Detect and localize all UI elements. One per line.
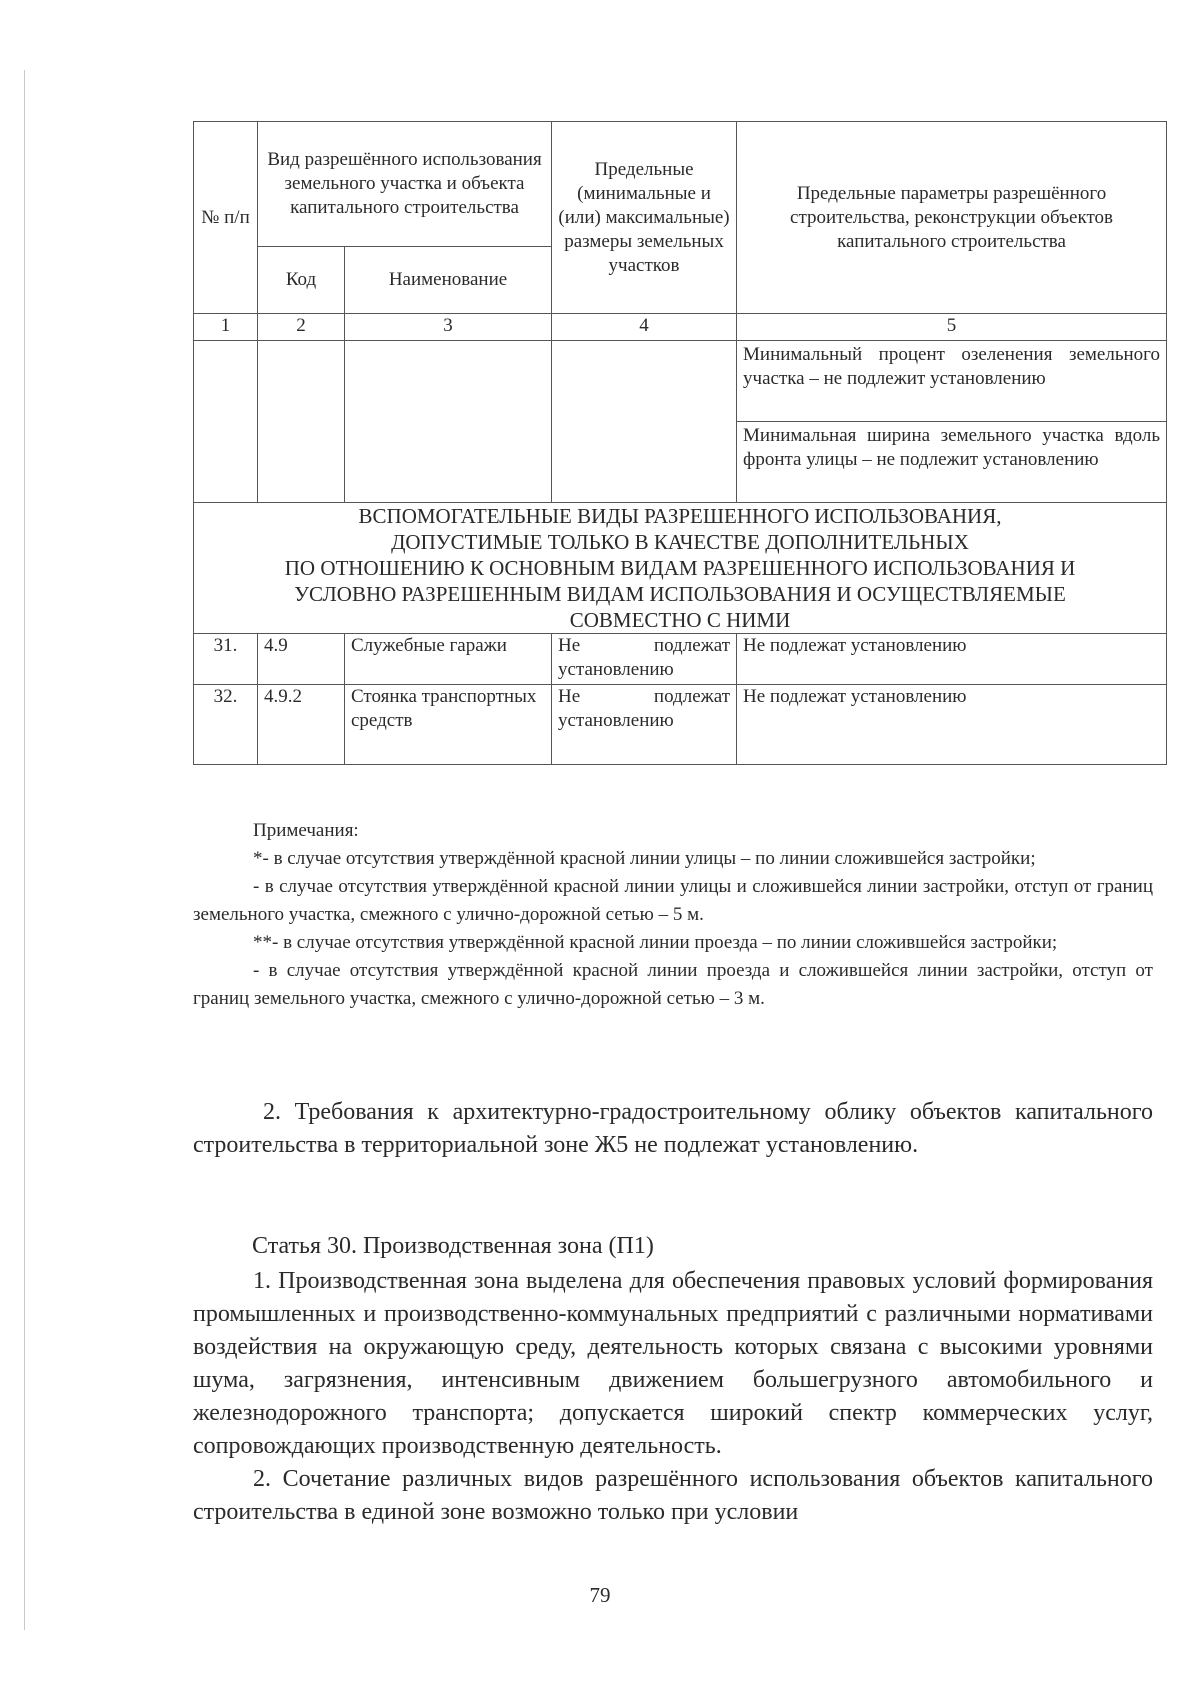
empty-cell	[194, 341, 258, 503]
page-number: 79	[589, 1583, 611, 1607]
column-number: 5	[737, 314, 1167, 341]
header-type-group: Вид разрешённого использования земельного участка и объекта капитального строительства	[258, 122, 552, 247]
article-title: Статья 30. Производственная зона (П1)	[252, 1233, 654, 1259]
section-header-row	[194, 503, 1167, 634]
row-sizes	[552, 685, 737, 765]
header-code: Код	[258, 247, 345, 314]
row-params: Не подлежат установлению	[737, 634, 1167, 685]
header-params: Предельные параметры разрешённого строительства, реконструкции объектов капитального строительства	[737, 122, 1167, 314]
row-code: 4.9.2	[258, 685, 345, 765]
param-green-percent: Минимальный процент озеленения земельного участка – не подлежит установлению	[737, 341, 1167, 422]
column-number: 4	[552, 314, 737, 341]
row-num: 32.	[194, 685, 258, 765]
article-body	[193, 1265, 1153, 1529]
header-plot-sizes: Предельные (минимальные и (или) максимальные) размеры земельных участков	[552, 122, 737, 314]
row-sizes-line: Не подлежат	[558, 635, 731, 656]
paragraph-2: 2. Требования к архитектурно-градостроительному облику объектов капитального строительства в территориальной зоне Ж5 не подлежат установлению.	[193, 1099, 1153, 1158]
column-number-row	[194, 314, 1167, 341]
row-name: Стоянка транспортных средств	[345, 685, 552, 765]
section-title-line: ПО ОТНОШЕНИЮ К ОСНОВНЫМ ВИДАМ РАЗРЕШЕННОГО ИСПОЛЬЗОВАНИЯ И	[284, 556, 1076, 580]
note-item: - в случае отсутствия утверждённой красной линии проезда и сложившейся линии застройки, отступ от границ земельного участка, смежного с улично-дорожной сетью – 3 м.	[193, 960, 1153, 1009]
row-sizes-line: установлению	[558, 659, 674, 680]
note-item: - в случае отсутствия утверждённой красной линии улицы и сложившейся линии застройки, отступ от границ земельного участка, смежного с улично-дорожной сетью – 5 м.	[193, 876, 1153, 925]
param-frontage-width: Минимальная ширина земельного участка вдоль фронта улицы – не подлежит установлению	[737, 422, 1167, 503]
row-sizes	[552, 634, 737, 685]
row-name: Служебные гаражи	[345, 634, 552, 685]
section-title-line: СОВМЕСТНО С НИМИ	[569, 608, 791, 632]
table-header-row	[194, 122, 1167, 247]
row-sizes-line: Не подлежат	[558, 686, 731, 707]
scan-edge-line	[24, 70, 25, 1630]
column-number: 2	[258, 314, 345, 341]
section-title-line: УСЛОВНО РАЗРЕШЕННЫМ ВИДАМ ИСПОЛЬЗОВАНИЯ И ОСУЩЕСТВЛЯЕМЫЕ	[294, 582, 1066, 606]
row-num: 31.	[194, 634, 258, 685]
column-number: 3	[345, 314, 552, 341]
section-title-line: ВСПОМОГАТЕЛЬНЫЕ ВИДЫ РАЗРЕШЕННОГО ИСПОЛЬЗОВАНИЯ,	[358, 504, 1002, 528]
header-num: № п/п	[194, 122, 258, 314]
section-title-line: ДОПУСТИМЫЕ ТОЛЬКО В КАЧЕСТВЕ ДОПОЛНИТЕЛЬНЫХ	[391, 530, 969, 554]
continuation-row	[194, 341, 1167, 422]
notes-title: Примечания:	[253, 820, 359, 841]
table-row	[194, 685, 1167, 765]
note-item: **- в случае отсутствия утверждённой красной линии проезда – по линии сложившейся застройки;	[253, 932, 1058, 953]
note-item: *- в случае отсутствия утверждённой красной линии улицы – по линии сложившейся застройки;	[253, 848, 1036, 869]
row-code: 4.9	[258, 634, 345, 685]
header-name: Наименование	[345, 247, 552, 314]
section-title	[194, 503, 1167, 634]
article-paragraph: 2. Сочетание различных видов разрешённого использования объектов капитального строительства в единой зоне возможно только при условии	[193, 1466, 1153, 1525]
row-params: Не подлежат установлению	[737, 685, 1167, 765]
empty-cell	[552, 341, 737, 503]
row-sizes-line: установлению	[558, 710, 674, 731]
empty-cell	[258, 341, 345, 503]
notes-block	[193, 817, 1153, 1013]
article-paragraph: 1. Производственная зона выделена для обеспечения правовых условий формирования промышленных и производственно-коммунальных предприятий с различными нормативами воздействия на окружающую среду, деятельность которых связана с высокими уровнями шума, загрязнения, интенсивным движением большегрузного автомобильного и железнодорожного транспорта; допускается широкий спектр коммерческих услуг, сопровождающих производственную деятельность.	[193, 1268, 1153, 1459]
empty-cell	[345, 341, 552, 503]
column-number: 1	[194, 314, 258, 341]
table-row	[194, 634, 1167, 685]
land-use-table	[193, 121, 1167, 765]
